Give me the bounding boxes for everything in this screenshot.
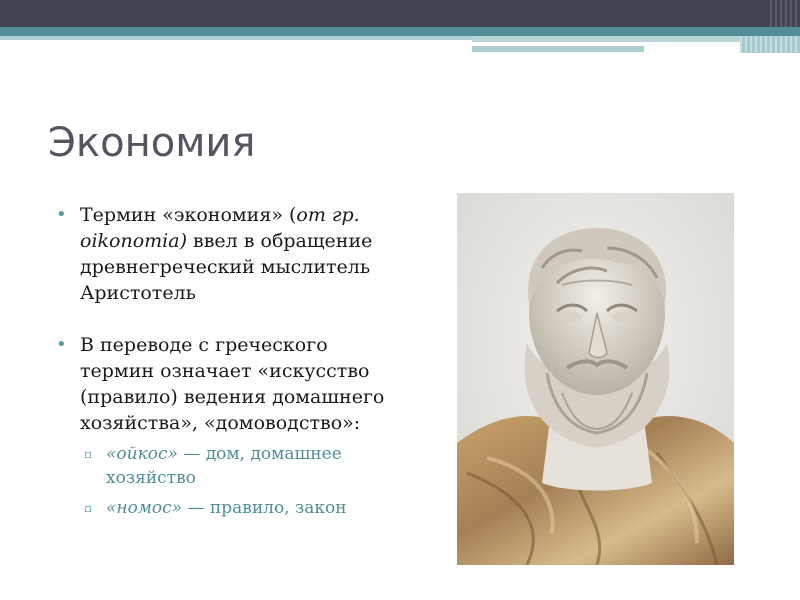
header-light-bar-left [0,36,472,40]
slide-content [56,202,396,520]
square-bullet-icon: ▫ [84,447,93,461]
bullet-1 [56,202,396,306]
bullet-1-text-before: Термин «экономия» ( [80,204,297,226]
bullet-1-text-italic: от гр. oikonomia) [80,204,360,252]
sub-bullet-1-definition: — дом, домашнее хозяйство [106,444,342,488]
sub-bullet-1-term: «ойкос» [106,444,178,464]
sub-bullet-2-definition: — правило, закон [182,498,347,518]
square-bullet-icon: ▫ [84,501,93,515]
header-dark-stripes [770,0,800,27]
header-light-bar-lower [472,46,644,52]
sub-bullet-2-term: «номос» [106,498,183,518]
header-teal-bar [0,27,800,36]
slide-title: Экономия [48,120,256,166]
header-dark-bar [0,0,800,27]
bullet-dot-icon: • [56,204,67,225]
bullet-2-text: В переводе с греческого термин означает «искусство (правило) ведения домашнего хозяйства», «домоводство»: [80,334,385,434]
sub-bullet-1 [56,442,396,490]
bullet-dot-icon: • [56,334,67,355]
bullet-1-text-after: ввел в обращение древнегреческий мыслитель Аристотель [80,230,373,304]
bullet-2 [56,332,396,436]
header-white-line [472,42,740,45]
header-right-stripes [740,36,800,53]
sub-bullet-2 [56,496,396,520]
aristotle-bust-image [457,193,734,565]
